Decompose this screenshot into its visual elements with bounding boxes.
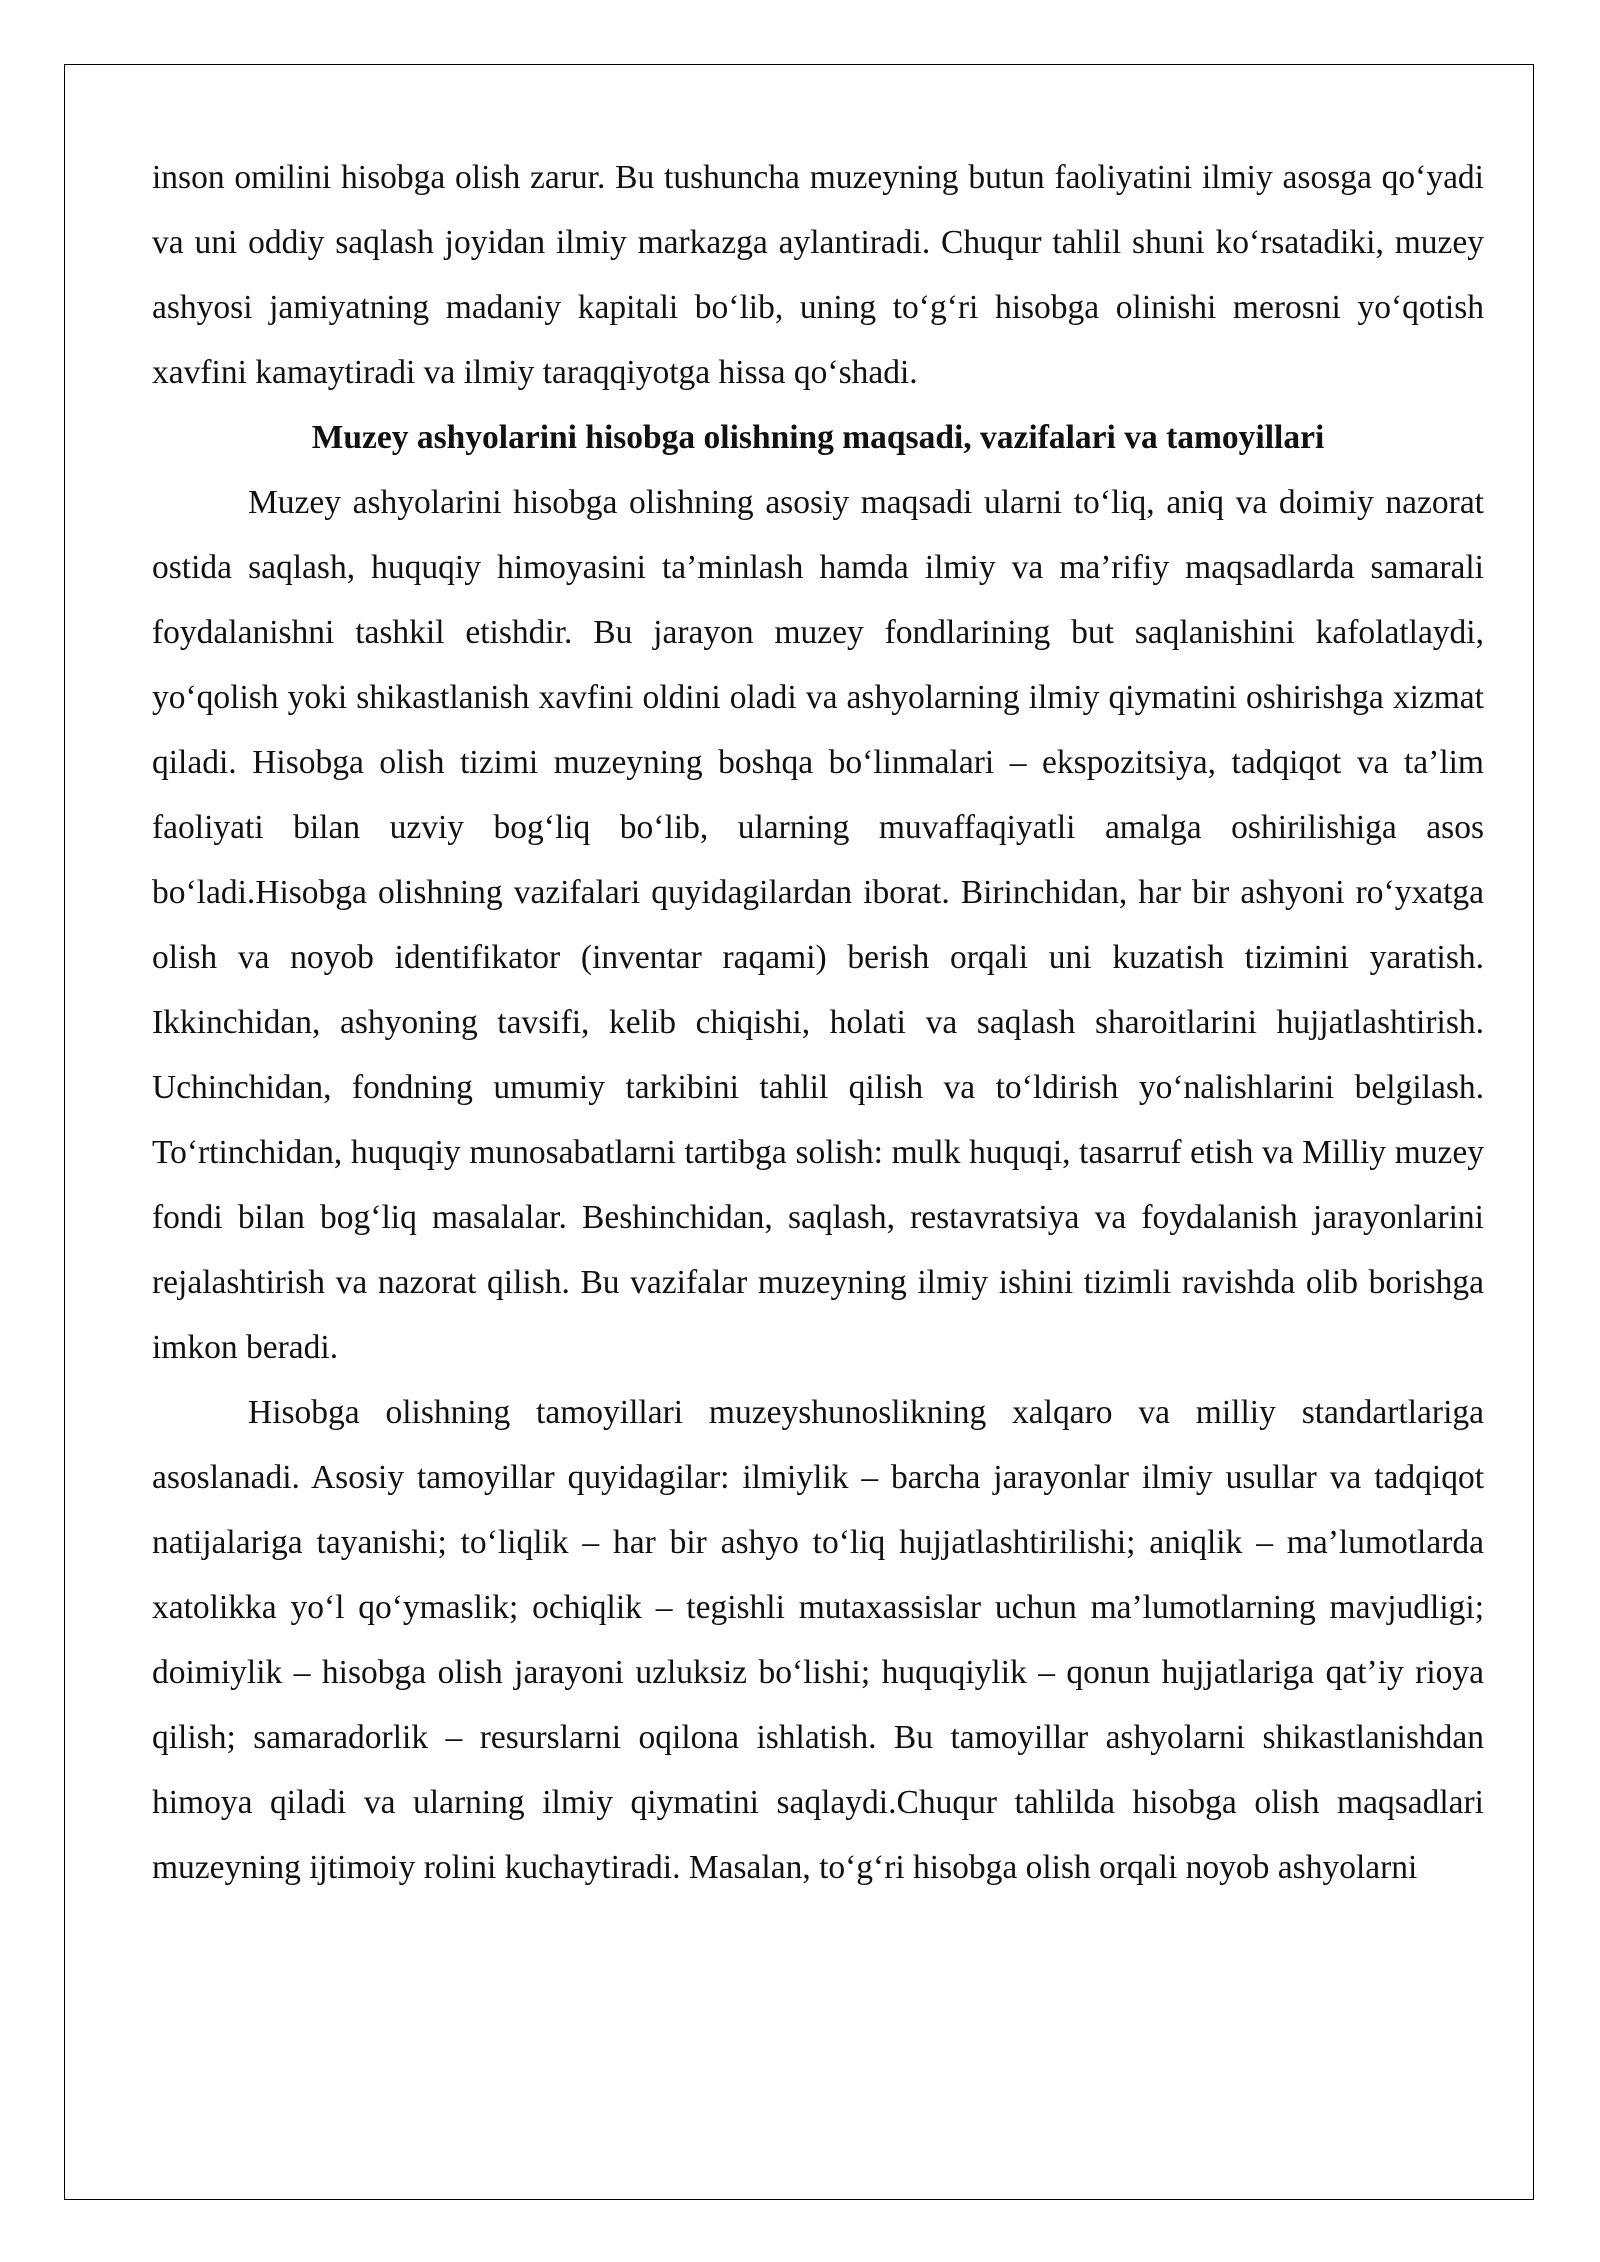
paragraph-goals-and-tasks: Muzey ashyolarini hisobga olishning asosiy maqsadi ularni to‘liq, aniq va doimiy nazorat ostida saqlash, huquqiy himoyasini ta’minlash hamda ilmiy va ma’rifiy maqsadlarda samarali foydalanishni tashkil etishdir. Bu jarayon muzey fondlarining but saqlanishini kafolatlaydi, yo‘qolish yoki shikastlanish xavfini oldini oladi va ashyolarning ilmiy qiymatini oshirishga xizmat qiladi. Hisobga olish tizimi muzeyning boshqa bo‘linmalari – ekspozitsiya, tadqiqot va ta’lim faoliyati bilan uzviy bog‘liq bo‘lib, ularning muvaffaqiyatli amalga oshirilishiga asos bo‘ladi.Hisobga olishning vazifalari quyidagilardan iborat. Birinchidan, har bir ashyoni ro‘yxatga olish va noyob identifikator (inventar raqami) berish orqali uni kuzatish tizimini yaratish. Ikkinchidan, ashyoning tavsifi, kelib chiqishi, holati va saqlash sharoitlarini hujjatlashtirish. Uchinchidan, fondning umumiy tarkibini tahlil qilish va to‘ldirish yo‘nalishlarini belgilash. To‘rtinchidan, huquqiy munosabatlarni tartibga solish: mulk huquqi, tasarruf etish va Milliy muzey fondi bilan bog‘liq masalalar. Beshinchidan, saqlash, restavratsiya va foydalanish jarayonlarini rejalashtirish va nazorat qilish. Bu vazifalar muzeyning ilmiy ishini tizimli ravishda olib borishga imkon beradi. [152,484,1484,1366]
paragraph-principles: Hisobga olishning tamoyillari muzeyshunoslikning xalqaro va milliy standartlariga asoslanadi. Asosiy tamoyillar quyidagilar: ilmiylik – barcha jarayonlar ilmiy usullar va tadqiqot natijalariga tayanishi; to‘liqlik – har bir ashyo to‘liq hujjatlashtirilishi; aniqlik – ma’lumotlarda xatolikka yo‘l qo‘ymaslik; ochiqlik – tegishli mutaxassislar uchun ma’lumotlarning mavjudligi; doimiylik – hisobga olish jarayoni uzluksiz bo‘lishi; huquqiylik – qonun hujjatlariga qat’iy rioya qilish; samaradorlik – resurslarni oqilona ishlatish. Bu tamoyillar ashyolarni shikastlanishdan himoya qiladi va ularning ilmiy qiymatini saqlaydi.Chuqur tahlilda hisobga olish maqsadlari muzeyning ijtimoiy rolini kuchaytiradi. Masalan, to‘g‘ri hisobga olish orqali noyob ashyolarni [152,1394,1484,1886]
document-body [152,145,1484,1900]
section-heading: Muzey ashyolarini hisobga olishning maqsadi, vazifalari va tamoyillari [311,419,1325,456]
paragraph-intro-continuation: inson omilini hisobga olish zarur. Bu tushuncha muzeyning butun faoliyatini ilmiy asosga qo‘yadi va uni oddiy saqlash joyidan ilmiy markazga aylantiradi. Chuqur tahlil shuni ko‘rsatadiki, muzey ashyosi jamiyatning madaniy kapitali bo‘lib, uning to‘g‘ri hisobga olinishi merosni yo‘qotish xavfini kamaytiradi va ilmiy taraqqiyotga hissa qo‘shadi. [152,159,1484,391]
